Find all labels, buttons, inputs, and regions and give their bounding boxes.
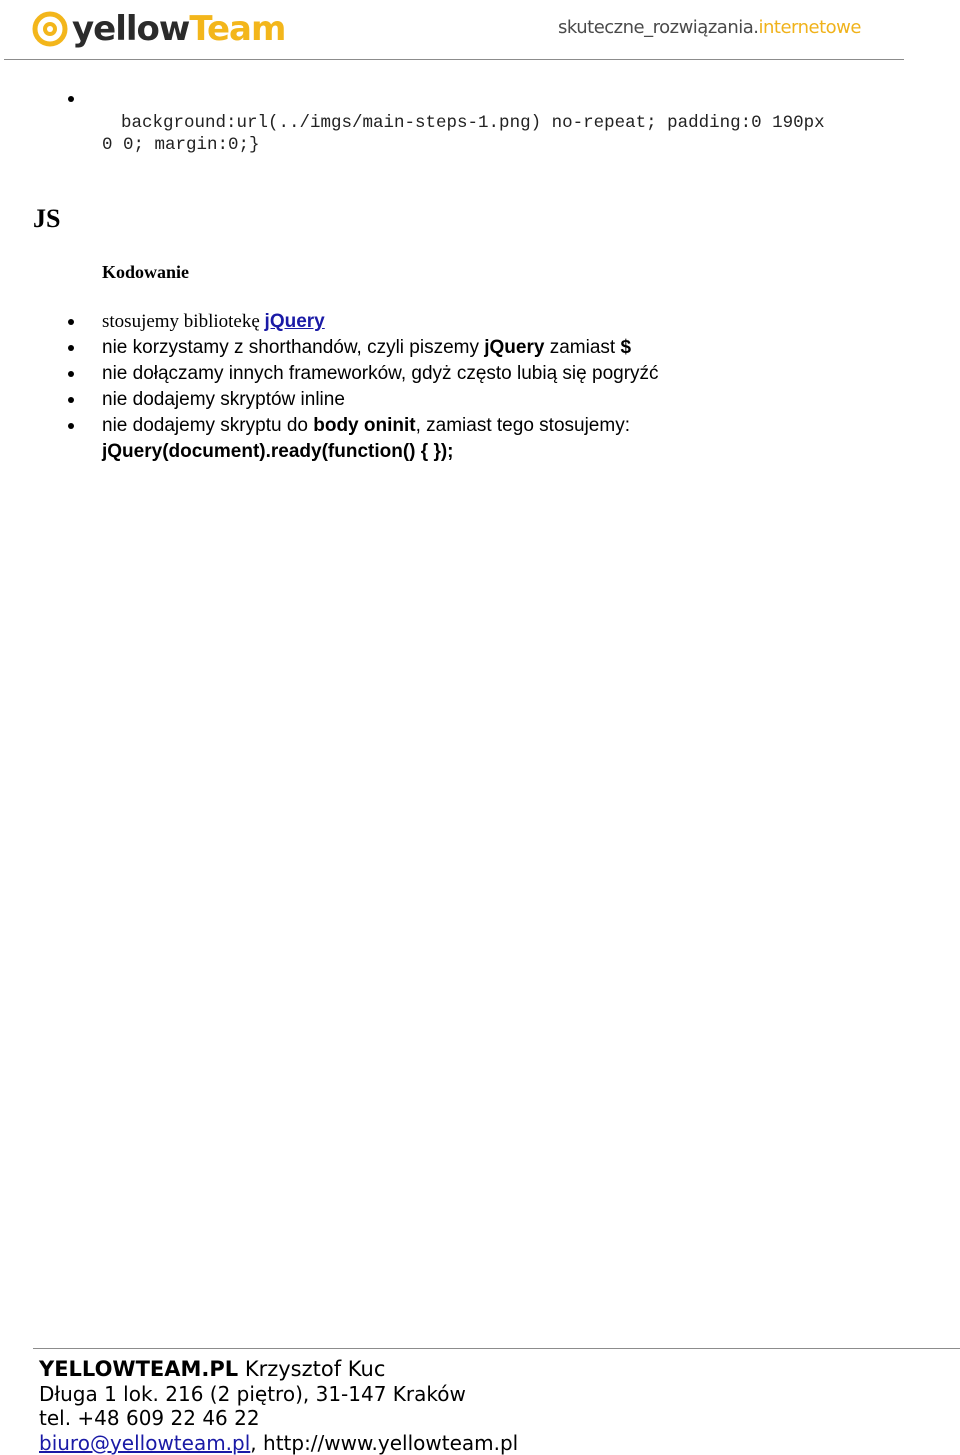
header-divider xyxy=(4,59,904,60)
jquery-link[interactable]: jQuery xyxy=(264,311,325,332)
list-item-code: jQuery(document).ready(function() { }); xyxy=(102,441,454,462)
footer-company: YELLOWTEAM.PL Krzysztof Kuc xyxy=(39,1357,386,1381)
list-item: nie dodajemy skryptu do body oninit, zamiast tego stosujemy: xyxy=(102,415,630,436)
footer-contact: biuro@yellowteam.pl, http://www.yellowteam.pl xyxy=(39,1431,519,1455)
logo-text: yellowTeam xyxy=(72,9,286,49)
tagline: skuteczne_rozwiązania.internetowe xyxy=(558,17,861,38)
footer-address: Długa 1 lok. 216 (2 piętro), 31-147 Kraków xyxy=(39,1382,466,1406)
logo-power-icon xyxy=(32,11,68,47)
section-title: JS xyxy=(33,204,61,233)
footer-divider xyxy=(33,1348,960,1349)
email-link[interactable]: biuro@yellowteam.pl xyxy=(39,1431,251,1455)
list-bullet xyxy=(68,345,74,351)
website-link[interactable]: http://www.yellowteam.pl xyxy=(263,1431,519,1455)
list-bullet xyxy=(68,397,74,403)
list-bullet xyxy=(68,371,74,377)
list-bullet xyxy=(68,96,74,102)
yellowteam-logo xyxy=(32,8,285,50)
css-code-line: 0 0; margin:0;} xyxy=(102,135,260,155)
list-item: nie dołączamy innych frameworków, gdyż często lubią się pogryźć xyxy=(102,363,659,384)
list-bullet xyxy=(68,319,74,325)
list-item: nie dodajemy skryptów inline xyxy=(102,389,345,410)
list-item: nie korzystamy z shorthandów, czyli piszemy jQuery zamiast $ xyxy=(102,337,632,358)
list-item: stosujemy bibliotekę jQuery xyxy=(102,311,325,332)
css-code-line: background:url(../imgs/main-steps-1.png) no-repeat; padding:0 190px xyxy=(121,113,825,133)
section-subtitle: Kodowanie xyxy=(102,262,190,282)
footer-phone: tel. +48 609 22 46 22 xyxy=(39,1406,260,1430)
list-bullet xyxy=(68,423,74,429)
page-header xyxy=(0,0,960,62)
